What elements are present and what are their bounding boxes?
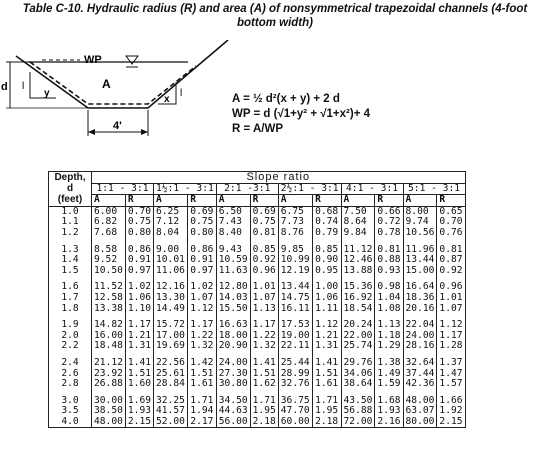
left-one-label: l	[22, 81, 25, 92]
radius-cell: 1.11	[313, 304, 341, 315]
area-cell: 11.52	[92, 282, 126, 293]
bottom-width-arrow-right	[141, 129, 148, 135]
area-cell: 25.44	[278, 358, 312, 369]
area-cell: 8.58	[92, 245, 126, 256]
area-cell: 24.00	[216, 358, 250, 369]
radius-cell: 2.15	[437, 417, 465, 428]
area-cell: 13.44	[403, 255, 437, 266]
radius-cell: 0.81	[250, 228, 278, 239]
area-cell: 48.00	[92, 417, 126, 428]
radius-cell: 1.02	[125, 282, 153, 293]
radius-cell: 1.02	[188, 282, 216, 293]
radius-cell: 1.93	[375, 406, 403, 417]
depth-cell: 1.3	[49, 245, 92, 256]
x-label: x	[164, 94, 170, 105]
area-cell: 14.49	[154, 304, 188, 315]
radius-cell: 0.80	[125, 228, 153, 239]
radius-cell: 1.94	[188, 406, 216, 417]
area-cell: 32.76	[278, 379, 312, 390]
area-cell: 27.30	[216, 369, 250, 380]
depth-column-header	[49, 172, 92, 207]
area-cell: 11.12	[341, 245, 375, 256]
radius-cell: 1.51	[250, 369, 278, 380]
radius-cell: 0.85	[250, 245, 278, 256]
area-column-header: A	[216, 195, 250, 207]
depth-cell: 1.1	[49, 217, 92, 228]
radius-cell: 1.07	[437, 304, 465, 315]
depth-cell: 1.8	[49, 304, 92, 315]
radius-cell: 1.21	[125, 331, 153, 342]
slope-group-header: 5:1 - 3:1	[403, 183, 465, 195]
water-level-symbol	[126, 56, 138, 64]
depth-cell: 1.6	[49, 282, 92, 293]
radius-cell: 0.93	[375, 266, 403, 277]
area-cell: 13.88	[341, 266, 375, 277]
area-cell: 28.99	[278, 369, 312, 380]
area-formula: A = ½ d²(x + y) + 2 d	[232, 93, 340, 105]
depth-cell: 2.6	[49, 369, 92, 380]
area-cell: 10.99	[278, 255, 312, 266]
depth-cell: 1.9	[49, 320, 92, 331]
depth-label: d	[1, 81, 8, 93]
slope-group-header: 2½:1 - 3:1	[278, 183, 341, 195]
depth-cell: 1.5	[49, 266, 92, 277]
radius-cell: 1.41	[250, 358, 278, 369]
area-cell: 9.00	[154, 245, 188, 256]
area-cell: 19.00	[278, 331, 312, 342]
radius-cell: 0.76	[437, 228, 465, 239]
area-cell: 12.16	[154, 282, 188, 293]
area-cell: 11.06	[154, 266, 188, 277]
radius-cell: 0.95	[313, 266, 341, 277]
radius-cell: 1.51	[125, 369, 153, 380]
area-cell: 10.01	[154, 255, 188, 266]
area-cell: 29.76	[341, 358, 375, 369]
radius-cell: 1.95	[313, 406, 341, 417]
radius-cell: 0.88	[375, 255, 403, 266]
area-cell: 41.57	[154, 406, 188, 417]
depth-cell: 1.4	[49, 255, 92, 266]
radius-cell: 0.70	[437, 217, 465, 228]
area-cell: 18.00	[216, 331, 250, 342]
radius-cell: 0.92	[250, 255, 278, 266]
slope-group-header: 4:1 - 3:1	[341, 183, 403, 195]
area-cell: 80.00	[403, 417, 437, 428]
depth-cell: 2.0	[49, 331, 92, 342]
area-cell: 26.88	[92, 379, 126, 390]
area-cell: 20.24	[341, 320, 375, 331]
area-cell: 18.36	[403, 293, 437, 304]
radius-cell: 1.07	[250, 293, 278, 304]
area-cell: 12.58	[92, 293, 126, 304]
radius-cell: 1.17	[125, 320, 153, 331]
radius-cell: 1.66	[437, 396, 465, 407]
radius-cell: 0.91	[125, 255, 153, 266]
radius-cell: 0.78	[375, 228, 403, 239]
radius-cell: 1.71	[188, 396, 216, 407]
radius-cell: 1.38	[375, 358, 403, 369]
radius-cell: 1.51	[188, 369, 216, 380]
right-one-label: l	[180, 88, 183, 99]
area-cell: 12.80	[216, 282, 250, 293]
radius-cell: 1.41	[313, 358, 341, 369]
area-cell: 20.90	[216, 341, 250, 352]
radius-cell: 2.16	[375, 417, 403, 428]
area-cell: 60.00	[278, 417, 312, 428]
area-cell: 6.50	[216, 206, 250, 217]
radius-cell: 1.12	[313, 320, 341, 331]
radius-cell: 1.31	[313, 341, 341, 352]
radius-cell: 1.01	[437, 293, 465, 304]
radius-cell: 0.80	[188, 228, 216, 239]
radius-cell: 0.97	[188, 266, 216, 277]
radius-cell: 1.59	[375, 379, 403, 390]
area-cell: 14.82	[92, 320, 126, 331]
radius-cell: 1.01	[250, 282, 278, 293]
area-column-header: A	[92, 195, 126, 207]
area-cell: 52.00	[154, 417, 188, 428]
area-cell: 8.04	[154, 228, 188, 239]
area-cell: 30.00	[92, 396, 126, 407]
depth-cell: 3.0	[49, 396, 92, 407]
radius-cell: 1.41	[125, 358, 153, 369]
area-cell: 8.40	[216, 228, 250, 239]
area-cell: 8.64	[341, 217, 375, 228]
radius-cell: 1.13	[250, 304, 278, 315]
area-cell: 6.25	[154, 206, 188, 217]
radius-cell: 1.69	[125, 396, 153, 407]
radius-cell: 1.17	[250, 320, 278, 331]
area-cell: 16.92	[341, 293, 375, 304]
radius-cell: 0.68	[313, 206, 341, 217]
radius-cell: 0.66	[375, 206, 403, 217]
area-cell: 6.75	[278, 206, 312, 217]
area-cell: 20.16	[403, 304, 437, 315]
radius-column-header: R	[437, 195, 465, 207]
area-cell: 18.48	[92, 341, 126, 352]
area-cell: 9.52	[92, 255, 126, 266]
radius-cell: 1.71	[250, 396, 278, 407]
area-cell: 25.74	[341, 341, 375, 352]
radius-cell: 1.49	[375, 369, 403, 380]
formula-block	[232, 92, 370, 137]
hydraulic-data-table	[48, 171, 466, 428]
radius-cell: 1.62	[250, 379, 278, 390]
depth-cell: 2.8	[49, 379, 92, 390]
area-cell: 15.00	[403, 266, 437, 277]
radius-cell: 0.70	[125, 206, 153, 217]
area-cell: 10.56	[403, 228, 437, 239]
bottom-width-label: 4'	[113, 120, 122, 132]
slope-ratio-header: Slope ratio	[92, 172, 466, 184]
radius-cell: 1.68	[375, 396, 403, 407]
area-cell: 10.50	[92, 266, 126, 277]
radius-column-header: R	[375, 195, 403, 207]
area-cell: 8.76	[278, 228, 312, 239]
table-title-line1: Table C-10. Hydraulic radius (R) and area (A) of nonsymmetrical trapezoidal channels (4-foot	[22, 3, 528, 15]
area-column-header: A	[278, 195, 312, 207]
area-cell: 21.12	[92, 358, 126, 369]
area-cell: 14.03	[216, 293, 250, 304]
channel-cross-section-diagram	[0, 40, 230, 150]
table-header-row-3	[49, 195, 466, 207]
area-cell: 13.30	[154, 293, 188, 304]
table-row	[49, 293, 466, 304]
area-cell: 38.50	[92, 406, 126, 417]
radius-cell: 2.17	[188, 417, 216, 428]
depth-cell: 1.0	[49, 206, 92, 217]
area-cell: 22.11	[278, 341, 312, 352]
radius-cell: 1.61	[313, 379, 341, 390]
depth-cell: 2.4	[49, 358, 92, 369]
radius-cell: 1.28	[437, 341, 465, 352]
area-cell: 7.68	[92, 228, 126, 239]
radius-cell: 0.86	[125, 245, 153, 256]
area-cell: 28.16	[403, 341, 437, 352]
radius-cell: 1.13	[375, 320, 403, 331]
radius-cell: 2.18	[313, 417, 341, 428]
depth-header-line3: (feet)	[57, 194, 83, 206]
radius-cell: 0.75	[250, 217, 278, 228]
area-column-header: A	[403, 195, 437, 207]
radius-cell: 0.79	[313, 228, 341, 239]
area-cell: 22.56	[154, 358, 188, 369]
radius-cell: 1.10	[125, 304, 153, 315]
area-cell: 56.88	[341, 406, 375, 417]
slope-group-header: 2:1 -3:1	[216, 183, 278, 195]
radius-cell: 1.95	[250, 406, 278, 417]
area-cell: 28.84	[154, 379, 188, 390]
depth-cell: 1.7	[49, 293, 92, 304]
radius-cell: 0.92	[437, 266, 465, 277]
area-cell: 11.96	[403, 245, 437, 256]
area-cell: 43.50	[341, 396, 375, 407]
area-cell: 11.63	[216, 266, 250, 277]
area-cell: 22.04	[403, 320, 437, 331]
area-cell: 12.46	[341, 255, 375, 266]
area-cell: 48.00	[403, 396, 437, 407]
area-cell: 7.50	[341, 206, 375, 217]
depth-cell: 3.5	[49, 406, 92, 417]
area-cell: 16.11	[278, 304, 312, 315]
area-cell: 23.92	[92, 369, 126, 380]
table-row	[49, 341, 466, 352]
radius-cell: 2.18	[250, 417, 278, 428]
radius-cell: 0.81	[375, 245, 403, 256]
radius-cell: 0.97	[125, 266, 153, 277]
radius-cell: 1.92	[437, 406, 465, 417]
area-cell: 47.70	[278, 406, 312, 417]
radius-cell: 1.06	[313, 293, 341, 304]
area-cell: 32.64	[403, 358, 437, 369]
area-cell: 37.44	[403, 369, 437, 380]
bottom-width-arrow-left	[88, 129, 95, 135]
area-cell: 12.19	[278, 266, 312, 277]
radius-cell: 1.12	[437, 320, 465, 331]
area-cell: 9.84	[341, 228, 375, 239]
table-row	[49, 379, 466, 390]
radius-cell: 0.72	[375, 217, 403, 228]
area-cell: 63.07	[403, 406, 437, 417]
area-cell: 7.12	[154, 217, 188, 228]
area-cell: 14.75	[278, 293, 312, 304]
radius-cell: 1.51	[313, 369, 341, 380]
depth-header-line2: d	[66, 183, 74, 195]
table-row	[49, 304, 466, 315]
radius-column-header: R	[313, 195, 341, 207]
radius-cell: 0.98	[375, 282, 403, 293]
area-cell: 72.00	[341, 417, 375, 428]
area-cell: 30.80	[216, 379, 250, 390]
table-row	[49, 266, 466, 277]
area-cell: 17.00	[154, 331, 188, 342]
area-cell: 16.64	[403, 282, 437, 293]
radius-cell: 1.57	[437, 379, 465, 390]
radius-cell: 1.32	[250, 341, 278, 352]
area-cell: 18.54	[341, 304, 375, 315]
area-cell: 19.69	[154, 341, 188, 352]
radius-cell: 1.18	[375, 331, 403, 342]
table-row	[49, 358, 466, 369]
table-header-row-1	[49, 172, 466, 184]
area-cell: 9.85	[278, 245, 312, 256]
table-body	[49, 206, 466, 428]
slope-group-header: 1:1 - 3:1	[92, 183, 154, 195]
radius-cell: 0.75	[188, 217, 216, 228]
radius-cell: 1.37	[437, 358, 465, 369]
area-cell: 42.36	[403, 379, 437, 390]
radius-column-header: R	[125, 195, 153, 207]
radius-cell: 0.96	[250, 266, 278, 277]
radius-cell: 1.07	[188, 293, 216, 304]
radius-cell: 0.90	[313, 255, 341, 266]
table-row	[49, 417, 466, 428]
wp-label: WP	[84, 54, 102, 66]
area-cell: 9.43	[216, 245, 250, 256]
area-column-header: A	[154, 195, 188, 207]
area-cell: 6.82	[92, 217, 126, 228]
area-cell: 15.36	[341, 282, 375, 293]
radius-cell: 1.21	[313, 331, 341, 342]
area-cell: 6.00	[92, 206, 126, 217]
radius-cell: 1.06	[125, 293, 153, 304]
area-cell: 22.00	[341, 331, 375, 342]
radius-cell: 0.96	[437, 282, 465, 293]
table-header-row-2	[49, 183, 466, 195]
radius-cell: 0.65	[437, 206, 465, 217]
radius-cell: 1.71	[313, 396, 341, 407]
wetted-perimeter-formula: WP = d (√1+y² + √1+x²)+ 4	[232, 108, 371, 120]
area-cell: 38.64	[341, 379, 375, 390]
radius-cell: 0.74	[313, 217, 341, 228]
area-cell: 24.00	[403, 331, 437, 342]
area-cell: 25.61	[154, 369, 188, 380]
area-cell: 16.63	[216, 320, 250, 331]
radius-cell: 0.75	[125, 217, 153, 228]
area-cell: 17.53	[278, 320, 312, 331]
radius-cell: 0.86	[188, 245, 216, 256]
radius-cell: 1.00	[313, 282, 341, 293]
area-cell: 34.50	[216, 396, 250, 407]
radius-cell: 1.12	[188, 304, 216, 315]
radius-cell: 2.15	[125, 417, 153, 428]
radius-cell: 1.04	[375, 293, 403, 304]
radius-cell: 1.47	[437, 369, 465, 380]
y-label: y	[44, 88, 50, 99]
area-cell: 32.25	[154, 396, 188, 407]
radius-cell: 1.31	[125, 341, 153, 352]
area-column-header: A	[341, 195, 375, 207]
radius-cell: 0.85	[313, 245, 341, 256]
area-cell: 13.44	[278, 282, 312, 293]
radius-column-header: R	[250, 195, 278, 207]
radius-cell: 1.32	[188, 341, 216, 352]
depth-cell: 2.2	[49, 341, 92, 352]
radius-cell: 1.08	[375, 304, 403, 315]
radius-cell: 1.61	[188, 379, 216, 390]
area-cell: 15.50	[216, 304, 250, 315]
area-label: A	[102, 77, 111, 91]
area-cell: 44.63	[216, 406, 250, 417]
area-cell: 7.73	[278, 217, 312, 228]
area-cell: 34.06	[341, 369, 375, 380]
area-cell: 8.00	[403, 206, 437, 217]
slope-group-header: 1½:1 - 3:1	[154, 183, 217, 195]
radius-cell: 0.69	[250, 206, 278, 217]
table-row	[49, 228, 466, 239]
radius-cell: 0.81	[437, 245, 465, 256]
radius-cell: 1.29	[375, 341, 403, 352]
area-cell: 15.72	[154, 320, 188, 331]
radius-cell: 1.22	[250, 331, 278, 342]
radius-cell: 1.93	[125, 406, 153, 417]
area-cell: 36.75	[278, 396, 312, 407]
radius-cell: 1.42	[188, 358, 216, 369]
radius-cell: 0.69	[188, 206, 216, 217]
area-cell: 9.74	[403, 217, 437, 228]
depth-header-line1: Depth,	[54, 172, 86, 184]
radius-cell: 0.87	[437, 255, 465, 266]
table-title-line2: bottom width)	[236, 17, 313, 29]
area-cell: 7.43	[216, 217, 250, 228]
table-title	[0, 2, 550, 30]
area-cell: 16.00	[92, 331, 126, 342]
radius-cell: 0.91	[188, 255, 216, 266]
radius-cell: 1.22	[188, 331, 216, 342]
hydraulic-radius-formula: R = A/WP	[232, 123, 284, 135]
radius-cell: 1.17	[437, 331, 465, 342]
radius-cell: 1.60	[125, 379, 153, 390]
depth-cell: 1.2	[49, 228, 92, 239]
area-cell: 56.00	[216, 417, 250, 428]
depth-cell: 4.0	[49, 417, 92, 428]
area-cell: 13.38	[92, 304, 126, 315]
radius-cell: 1.17	[188, 320, 216, 331]
radius-column-header: R	[188, 195, 216, 207]
area-cell: 10.59	[216, 255, 250, 266]
